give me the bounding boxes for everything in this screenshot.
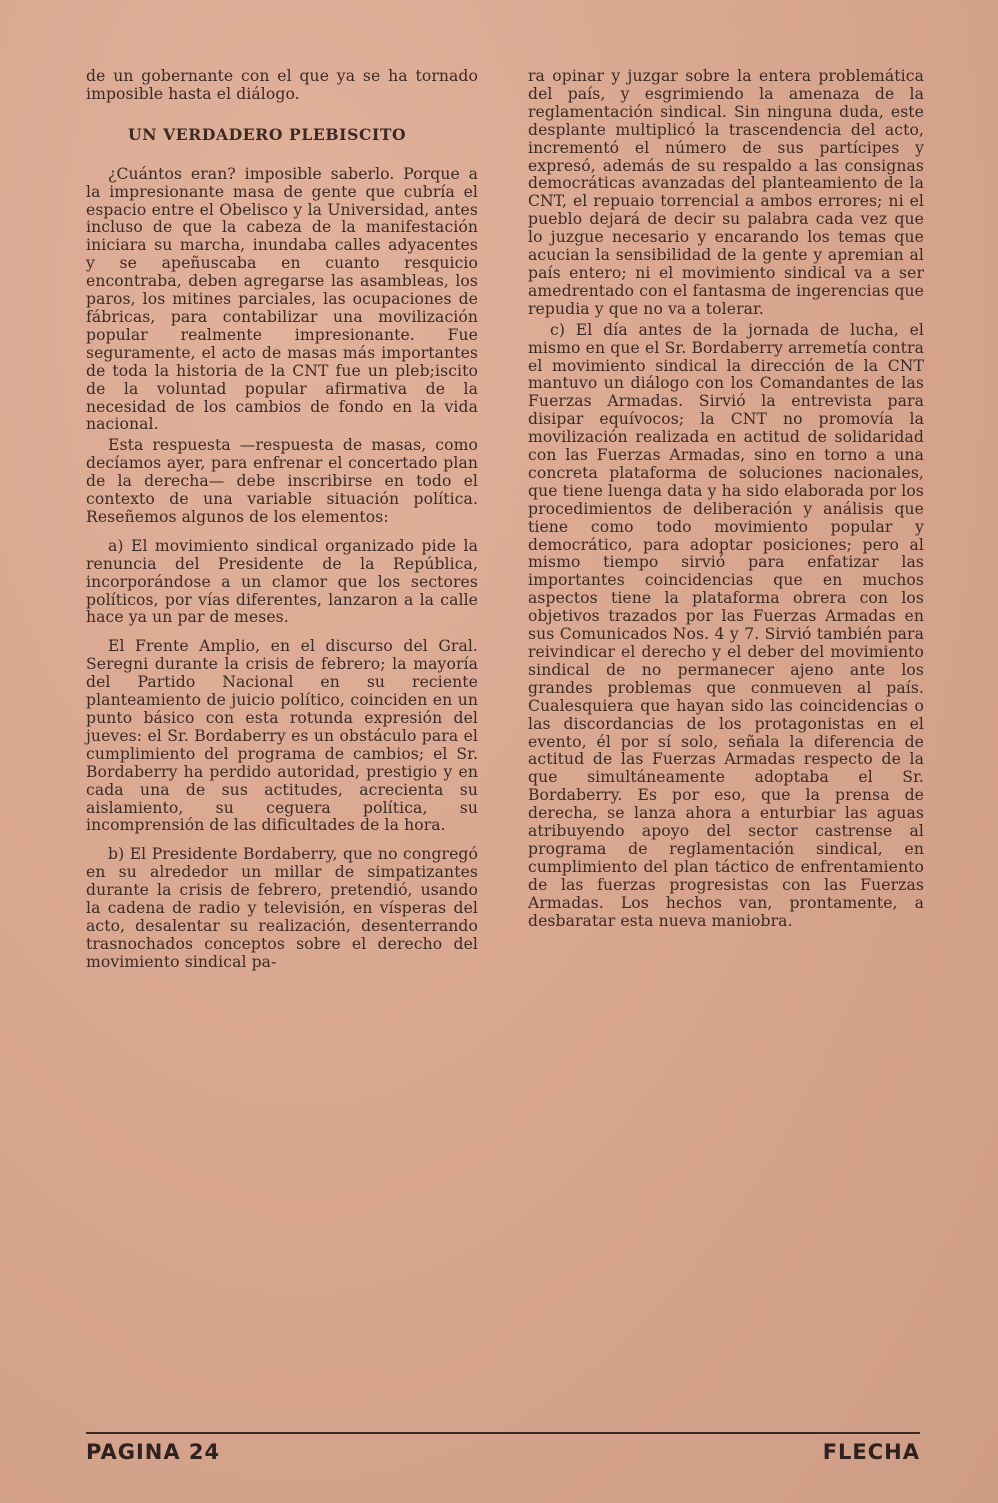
paragraph-frente-amplio: El Frente Amplio, en el discurso del Gral. Seregni durante la crisis de febrero; la mayoría del Partido Nacional en su reciente planteamiento de juicio político, coinciden en un punto básico con esta rotunda expresión del jueves: el Sr. Bordaberry es un obstáculo para el cumplimiento del programa de cambios; el Sr. Bordaberry ha perdido autoridad, prestigio y en cada una de sus actitudes, acrecienta su aislamiento, su ceguera política, su incomprensión de las dificultades de la hora. (86, 637, 478, 835)
paragraph-c: c) El día antes de la jornada de lucha, el mismo en que el Sr. Bordaberry arremetía contra el movimiento sindical la dirección de la CNT mantuvo un diálogo con los Comandantes de las Fuerzas Armadas. Sirvió la entrevista para disipar equívocos; la CNT no promovía la movilización realizada en actitud de solidaridad con las Fuerzas Armadas, sino en torno a una concreta plataforma de soluciones nacionales, que tiene luenga data y ha sido elaborada por los procedimientos de deliberación y análisis que tiene como todo movimiento popular y democrático, para adoptar posiciones; pero al mismo tiempo sirvió para enfatizar las importantes coincidencias que en muchos aspectos tiene la plataforma obrera con los objetivos trazados por las Fuerzas Armadas en sus Comunicados Nos. 4 y 7. Sirvió también para reivindicar el derecho y el deber del movimiento sindical de no permanecer ajeno ante los grandes problemas que conmueven al país. Cualesquiera que hayan sido las coincidencias o las discordancias de los protagonistas en el evento, él por sí solo, señala la diferencia de actitud de las Fuerzas Armadas respecto de la que simultáneamente adoptaba el Sr. Bordaberry. Es por eso, que la prensa de derecha, se lanza ahora a enturbiar las aguas atribuyendo apoyo del sector castrense al programa de reglamentación sindical, en cumplimiento del plan táctico de enfrentamiento de las fuerzas progresistas con las Fuerzas Armadas. Los hechos van, prontamente, a desbaratar esta nueva maniobra. (528, 320, 924, 930)
paragraph-continued: ra opinar y juzgar sobre la entera problemática del país, y esgrimiendo la amenaza de la reglamentación sindical. Sin ninguna duda, este desplante multiplicó la trascendencia del acto, incrementó el número de sus partícipes y expresó, además de su respaldo a las consignas democráticas avanzadas del planteamiento de la CNT, el repuaio torrencial a ambos errores; ni el pueblo dejará de decir su palabra cada vez que lo juzgue necesario y encarando los temas que acucian la sensibilidad de la gente y apremian al país entero; ni el movimiento sindical va a ser amedrentado con el fantasma de ingerencias que repudia y que no va a tolerar. (528, 67, 924, 318)
publication-name: FLECHA (822, 1440, 920, 1464)
paragraph-b: b) El Presidente Bordaberry, que no congregó en su alrededor un millar de simpatizantes durante la crisis de febrero, pretendió, usando la cadena de radio y televisión, en vísperas del acto, desalentar su realización, desenterrando trasnochados conceptos sobre el derecho del movimiento sindical pa- (86, 845, 478, 971)
paragraph-2: Esta respuesta —respuesta de masas, como decíamos ayer, para enfrenar el concertado plan de la derecha— debe inscribirse en todo el contexto de una variable situación política. Reseñemos algunos de los elementos: (86, 436, 478, 526)
paragraph-a: a) El movimiento sindical organizado pide la renuncia del Presidente de la República, incorporándose a un clamor que los sectores políticos, por vías diferentes, lanzaron a la calle hace ya un par de meses. (86, 536, 478, 627)
page-number: PAGINA 24 (86, 1440, 221, 1464)
intro-paragraph: de un gobernante con el que ya se ha tornado imposible hasta el diálogo. (86, 67, 478, 103)
footer-rule (86, 1432, 920, 1434)
section-heading: UN VERDADERO PLEBISCITO (128, 124, 407, 144)
left-column (86, 68, 478, 975)
right-column (528, 68, 924, 934)
paragraph-1: ¿Cuántos eran? imposible saberlo. Porque a la impresionante masa de gente que cubría el espacio entre el Obelisco y la Universidad, antes incluso de que la cabeza de la manifestación iniciara su marcha, inundaba calles adyacentes y se apeñuscaba en cuanto resquicio encontraba, deben agregarse las asambleas, los paros, los mitines parciales, las ocupaciones de fábricas, para contabilizar una movilización popular realmente impresionante. Fue seguramente, el acto de masas más importantes de toda la historia de la CNT fue un pleb;iscito de la voluntad popular afirmativa de la necesidad de los cambios de fondo en la vida nacional. (86, 164, 478, 434)
